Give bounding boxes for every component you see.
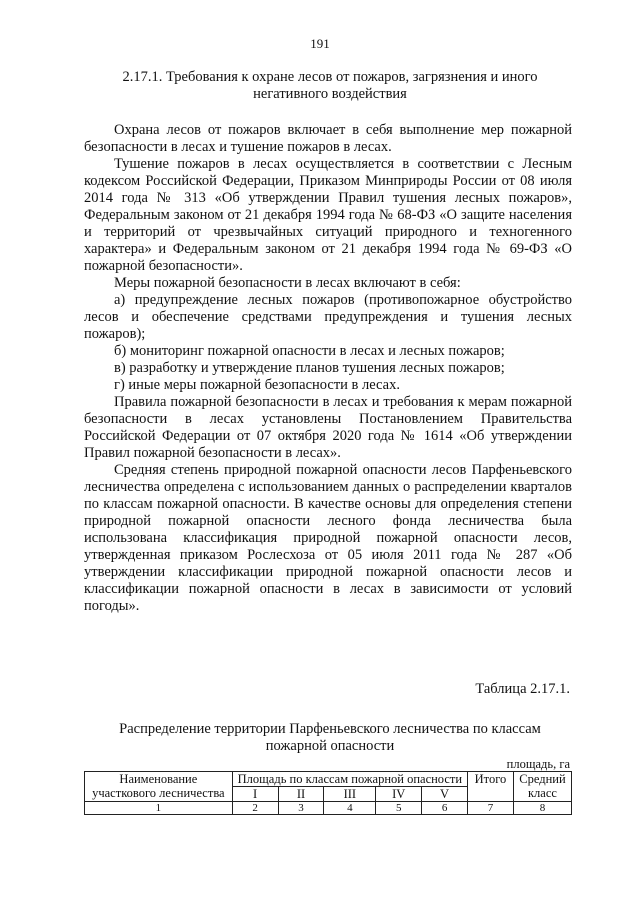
list-item: в) разработку и утверждение планов тушения лесных пожаров; [114,360,505,376]
list-item: б) мониторинг пожарной опасности в лесах и лесных пожаров; [114,343,505,359]
fire-class-table [84,771,572,815]
class-header: III [324,787,376,802]
paragraph: Охрана лесов от пожаров включает в себя выполнение мер пожарной безопасности в лесах и тушение пожаров в лесах. [84,122,572,155]
column-number: 3 [278,802,324,815]
list-item: а) предупреждение лесных пожаров (противопожарное обустройство лесов и обеспечение средствами предупреждения и тушения лесных пожаров); [84,292,572,342]
header-name: Наименование участкового лесничества [85,772,233,802]
table-caption: Таблица 2.17.1. [475,681,570,697]
column-number: 4 [324,802,376,815]
paragraph: Тушение пожаров в лесах осуществляется в соответствии с Лесным кодексом Российской Федерации, Приказом Минприроды России от 08 июля 2014 года № 313 «Об утверждении Правил тушения лесных пожаров», Федеральным законом от 21 декабря 1994 года № 68-ФЗ «О защите населения и территорий от чрезвычайных ситуаций природного и техногенного характера» и Федеральным законом от 21 декабря 1994 года № 69-ФЗ «О пожарной безопасности». [84,156,572,274]
page-number: 191 [310,36,330,51]
column-number: 5 [376,802,422,815]
table-title: Распределение территории Парфеньевского лесничества по классам пожарной опасности [119,721,541,754]
column-number: 8 [513,802,571,815]
header-area: Площадь по классам пожарной опасности [232,772,467,787]
header-avg: Средний класс [513,772,571,802]
column-number: 7 [468,802,514,815]
class-header: IV [376,787,422,802]
paragraph: Меры пожарной безопасности в лесах включают в себя: [114,275,461,291]
column-number: 2 [232,802,278,815]
class-header: I [232,787,278,802]
body-text [84,122,572,615]
table-units: площадь, га [506,757,570,771]
class-header: II [278,787,324,802]
paragraph: Правила пожарной безопасности в лесах и требования к мерам пожарной безопасности в лесах установлены Постановлением Правительства Российской Федерации от 07 октября 2020 года № 1614 «Об утверждении Правил пожарной безопасности в лесах». [84,394,572,461]
column-number: 6 [422,802,468,815]
header-total: Итого [468,772,514,802]
list-item: г) иные меры пожарной безопасности в лесах. [114,377,400,393]
section-heading: 2.17.1. Требования к охране лесов от пожаров, загрязнения и иного негативного воздействия [122,69,538,102]
paragraph: Средняя степень природной пожарной опасности лесов Парфеньевского лесничества определена с использованием данных о распределении кварталов по классам пожарной опасности. В качестве основы для определения степени природной пожарной опасности лесного фонда лесничества была использована классификация природной пожарной опасности лесов, утвержденная приказом Рослесхоза от 05 июля 2011 года № 287 «Об утверждении классификации природной пожарной опасности лесов и классификации пожарной опасности в лесах в зависимости от условий погоды». [84,462,572,614]
column-number: 1 [85,802,233,815]
class-header: V [422,787,468,802]
